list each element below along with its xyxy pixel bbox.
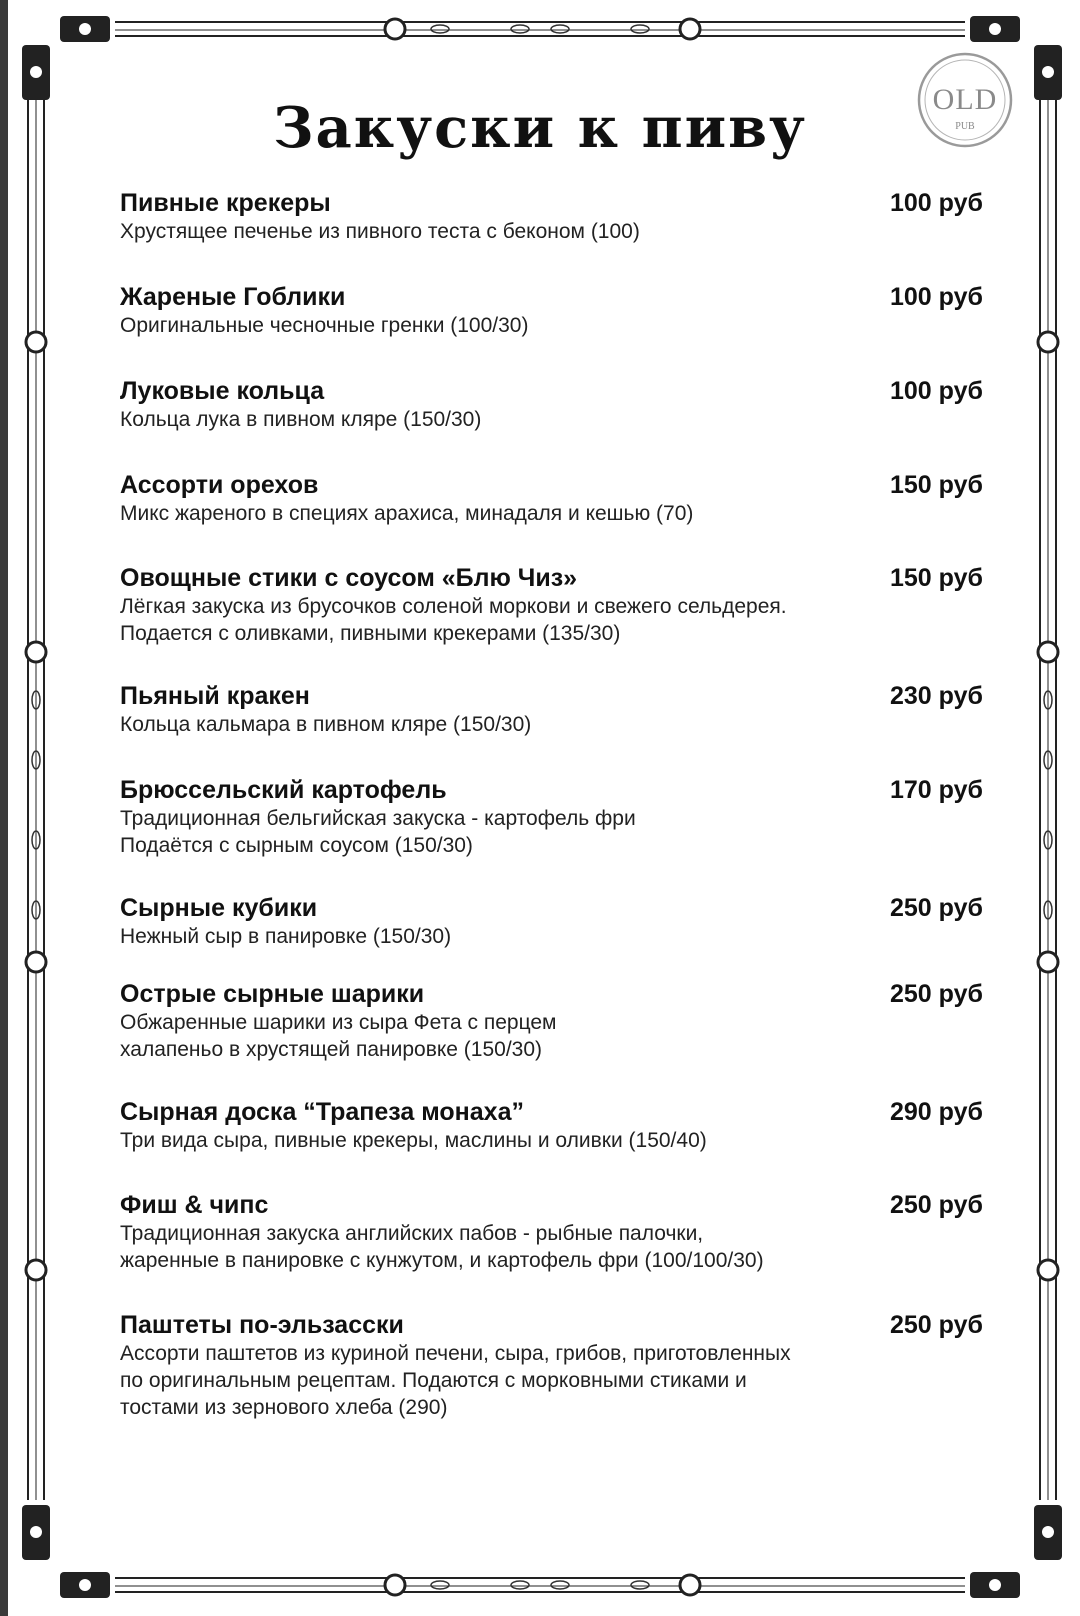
menu-item: [120, 979, 983, 1063]
item-description: Микс жареного в специях арахиса, минадаля и кешью (70): [120, 502, 694, 525]
item-description: Традиционная закуска английских пабов - рыбные палочки, жаренные в панировке с кунжутом, и картофель фри (100/100/30): [120, 1222, 764, 1272]
item-price: 170 руб: [890, 776, 983, 804]
item-description: Кольца кальмара в пивном кляре (150/30): [120, 713, 532, 736]
item-description: Оригинальные чесночные гренки (100/30): [120, 314, 529, 337]
item-description: Нежный сыр в панировке (150/30): [120, 925, 452, 948]
menu-item: [120, 282, 983, 339]
item-name: Острые сырные шарики: [120, 980, 425, 1008]
item-name: Паштеты по-эльзасски: [120, 1311, 404, 1339]
item-price: 150 руб: [890, 564, 983, 592]
item-description: Традиционная бельгийская закуска - картофель фри Подаётся с сырным соусом (150/30): [120, 807, 636, 857]
menu-item: [120, 893, 983, 950]
item-name: Овощные стики с соусом «Блю Чиз»: [120, 564, 578, 592]
logo-pub-text: PUB: [955, 120, 975, 132]
menu-item: [120, 188, 983, 245]
menu-item: [120, 1190, 983, 1274]
menu-item: [120, 1310, 983, 1421]
logo-old-text: OLD: [932, 83, 998, 116]
item-description: Хрустящее печенье из пивного теста с беконом (100): [120, 220, 640, 243]
item-name: Сырные кубики: [120, 894, 318, 922]
item-price: 290 руб: [890, 1098, 983, 1126]
item-price: 250 руб: [890, 1311, 983, 1339]
item-description: Кольца лука в пивном кляре (150/30): [120, 408, 482, 431]
item-name: Пьяный кракен: [120, 682, 310, 710]
item-price: 100 руб: [890, 189, 983, 217]
item-price: 250 руб: [890, 894, 983, 922]
item-description: Ассорти паштетов из куриной печени, сыра, грибов, приготовленных по оригинальным рецептам. Подаются с морковными стиками и тостами из зернового хлеба (290): [120, 1342, 791, 1419]
page-title: Закуски к пиву: [273, 95, 807, 161]
menu-item: [120, 563, 983, 647]
item-name: Сырная доска “Трапеза монаха”: [120, 1098, 524, 1126]
item-price: 100 руб: [890, 377, 983, 405]
item-price: 100 руб: [890, 283, 983, 311]
item-name: Луковые кольца: [120, 377, 325, 405]
menu-item: [120, 681, 983, 738]
item-name: Ассорти орехов: [120, 471, 319, 499]
item-name: Жареные Гоблики: [120, 283, 346, 311]
item-description: Обжаренные шарики из сыра Фета с перцем халапеньо в хрустящей панировке (150/30): [120, 1011, 557, 1061]
item-name: Фиш & чипс: [120, 1191, 269, 1219]
menu-item: [120, 376, 983, 433]
item-price: 150 руб: [890, 471, 983, 499]
item-description: Три вида сыра, пивные крекеры, маслины и оливки (150/40): [120, 1129, 707, 1152]
item-description: Лёгкая закуска из брусочков соленой моркови и свежего сельдерея. Подается с оливками, пивными крекерами (135/30): [120, 595, 787, 645]
menu-item: [120, 470, 983, 527]
item-price: 250 руб: [890, 980, 983, 1008]
item-price: 230 руб: [890, 682, 983, 710]
menu-item: [120, 775, 983, 859]
item-name: Пивные крекеры: [120, 189, 331, 217]
menu-item: [120, 1097, 983, 1154]
item-price: 250 руб: [890, 1191, 983, 1219]
item-name: Брюссельский картофель: [120, 776, 447, 804]
